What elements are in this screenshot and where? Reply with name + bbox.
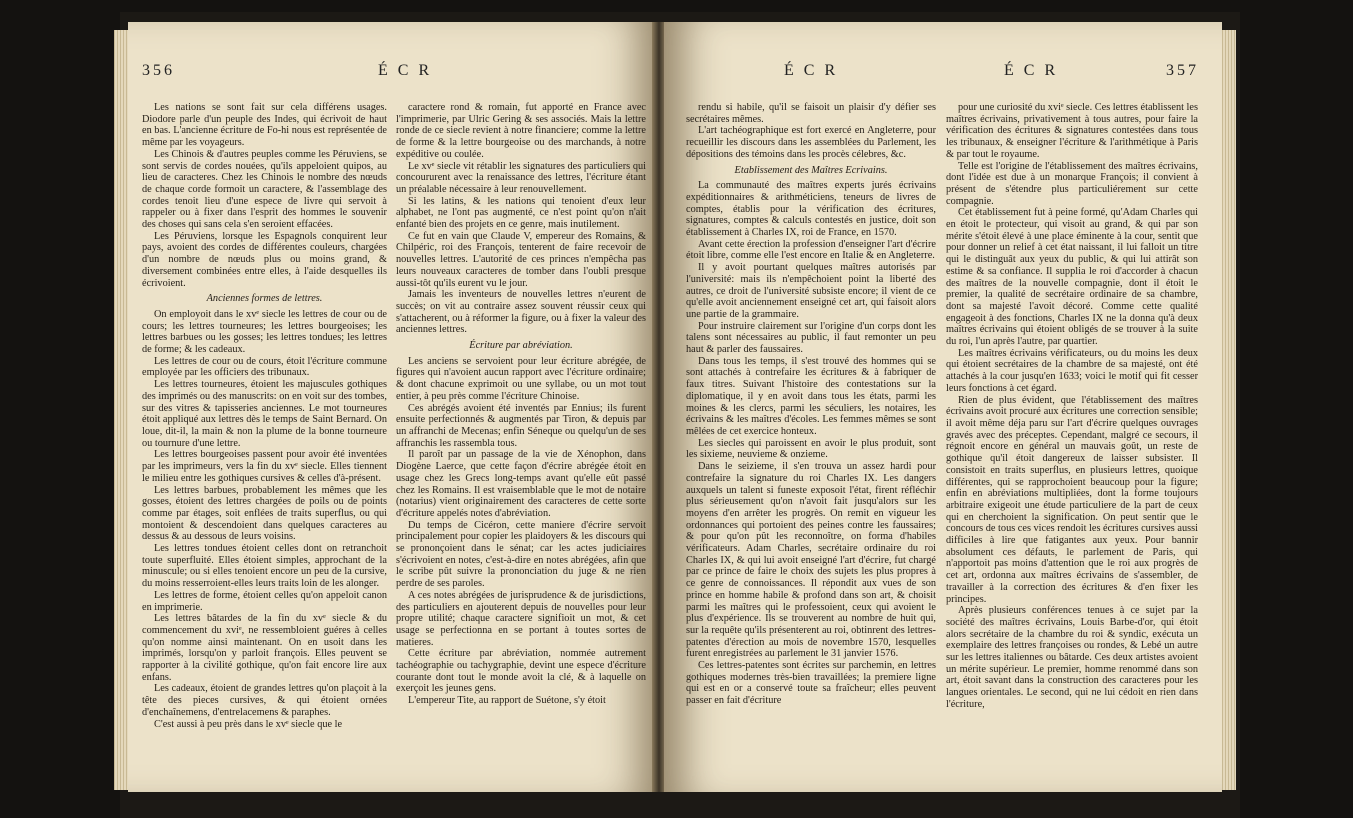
paragraph: Dans le seizieme, il s'en trouva un assez hardi pour contrefaire la signature du roi Charles IX. Les dangers auxquels un talent si funeste exposoit l'état, firent réfléchir plus sérieusement qu'on n'avoit fait jusqu'alors sur les moyens d'en arrêter les progrès. On remit en vigueur les ordonnances qui portoient des peines contre les faussaires; & pour qu'on pût les reconnoître, on forma d'habiles vérificateurs. Adam Charles, secrétaire ordinaire du roi Charles IX, & qui lui avoit enseigné l'art d'écrire, fut chargé par ce prince de faire le choix des sujets les plus propres à ce genre de connoissances. Il répondit aux vues de son prince en homme habile & profond dans son art, & choisit parmi les maîtres qui le professoient, ceux qui avoient le plus d'expérience. Ils se trouverent au nombre de huit qui, sur la requête qu'ils présenterent au roi, obtinrent des lettres-patentes d'érection au mois de novembre 1570, lesquelles furent enregistrées au parlement le 31 janvier 1576. [686,461,936,660]
left-page [128,22,658,792]
paragraph: L'art tachéographique est fort exercé en Angleterre, pour recueillir les discours dans les assemblées du Parlement, les dépositions des témoins dans les procès célebres, &c. [686,125,936,160]
paragraph: Le xvᵉ siecle vit rétablir les signatures des particuliers qui concoururent avec la renaissance des lettres, l'écriture étant un préalable nécessaire à leur renouvellement. [396,160,646,195]
paragraph: Ce fut en vain que Claude V, empereur des Romains, & Chilpéric, roi des François, tenterent de faire recevoir de nouvelles lettres. L'autorité de ces princes n'empêcha pas leurs nouveaux caracteres de tomber dans l'oubli presque aussi-tôt qu'ils eurent vu le jour. [396,230,646,289]
paragraph: L'empereur Tite, au rapport de Suétone, s'y étoit [408,695,606,707]
paragraph: caractere rond & romain, fut apporté en France avec l'imprimerie, par Ulric Gering & ses associés. Mais la lettre ronde de ce siecle revient à notre financiere; comme la lettre de forme & la lettre bourgeoise ou des marchands, à notre expéditive ou coulée. [396,102,646,160]
paragraph: Les maîtres écrivains vérificateurs, ou du moins les deux qui étoient secrétaires de la chambre de sa majesté, ont été attachés à la cour jusqu'en 1633; voici le motif qui fit cesser leurs fonctions à cet égard. [946,347,1198,394]
section-heading: Anciennes formes de lettres. [206,293,323,305]
paragraph: Pour instruire clairement sur l'origine d'un corps dont les talens sont nécessaires au public, il faut remonter un peu haut & parler des faussaires. [686,320,936,356]
paragraph: C'est aussi à peu près dans le xvᵉ siecle que le [154,718,343,730]
paragraph: Il y avoit pourtant quelques maîtres autorisés par l'université: mais ils n'empêchoient point la liberté des autres, ce droit de l'université subsiste encore; il vient de ce qu'elle avoit anciennement enseigné cet art, qui faisoit alors une partie de la grammaire. [686,262,936,320]
paragraph: La communauté des maîtres experts jurés écrivains expéditionnaires & arithméticiens, teneurs de livres de comptes, établis pour la vérification des écritures, signatures, comptes & calculs contestés en justice, doit son établissement à Charles IX, roi de France, en 1570. [686,180,936,239]
paragraph: Les anciens se servoient pour leur écriture abrégée, de figures qui n'avoient aucun rapport avec l'écriture ordinaire; & dont chacune exprimoit ou une syllabe, ou un mot tout entier, à peu près comme l'écriture Chinoise. [396,355,646,402]
paragraph: Les lettres bourgeoises passent pour avoir été inventées par les imprimeurs, vers la fin du xvᵉ siecle. Elles tiennent le milieu entre les gothiques cursives & celles d'à-présent. [142,449,387,484]
paragraph: A ces notes abrégées de jurisprudence & de jurisdictions, des particuliers en ajouterent depuis de nouvelles pour leur propre utilité; chaque caractere signifioit un mot, & cet usage se perfectionna en se portant à toutes sortes de matieres. [396,589,646,648]
right-column-2 [946,102,1198,711]
right-column-1 [686,102,936,707]
paragraph: Ces abrégés avoient été inventés par Ennius; ils furent ensuite perfectionnés & augmentés par Tiron, & depuis par un affranchi de Mecenas; enfin Séneque ou quelqu'un de ses affranchis les rassembla tous. [396,402,646,449]
left-column-2 [396,102,646,707]
section-heading: Etablissement des Maîtres Ecrivains. [734,164,888,176]
paragraph: On employoit dans le xvᵉ siecle les lettres de cour ou de cours; les lettres tourneures; les lettres bourgeoises; les lettres barbues ou les gosses; les lettres tondues; les lettres de forme; & les cadeaux. [142,308,387,356]
paragraph: Les cadeaux, étoient de grandes lettres qu'on plaçoit à la tête des pieces cursives, & qui étoient ornées d'enchaînemens, d'entrelacemens & paraphes. [142,683,387,718]
right-page-number: 357 [1166,62,1199,79]
paragraph: pour une curiosité du xviᵉ siecle. Ces lettres établissent les maîtres écrivains, privativement à tous autres, pour faire la vérification des écritures & signatures contestées dans tous les tribunaux, & enseigner l'écriture & l'arithmétique à Paris & par tout le royaume. [946,102,1198,160]
paragraph: Les lettres de cour ou de cours, étoit l'écriture commune employée par les officiers des tribunaux. [142,355,387,379]
right-running-header-right: É C R [1004,62,1059,79]
left-running-header: É C R [378,62,433,79]
paragraph: Jamais les inventeurs de nouvelles lettres n'eurent de succès; on vit au contraire assez souvent réussir ceux qui s'attacherent, ou à réformer la figure, ou à fixer la valeur des anciennes lettres. [396,289,646,336]
paragraph: Les lettres de forme, étoient celles qu'on appeloit canon en imprimerie. [142,589,387,613]
paragraph: Telle est l'origine de l'établissement des maîtres écrivains, dont l'idée est due à un monarque François; il convient à présent de s'étendre plus particuliérement sur cette compagnie. [946,160,1198,207]
left-page-number: 356 [142,62,175,79]
paragraph: rendu si habile, qu'il se faisoit un plaisir d'y défier ses secrétaires mêmes. [686,102,936,125]
paragraph: Rien de plus évident, que l'établissement des maîtres écrivains avoit procuré aux écritures une correction sensible; il avoit même déja paru sur l'art d'écrire quelques ouvrages gravés avec des préceptes. Cependant, malgré ce secours, il régnoit encore en général un mauvais goût, un reste de gothique qu'il étoit dangereux de laisser subsister. Il consistoit en traits superflus, en plusieurs lettres, quoique différentes, qui se rapprochoient beaucoup pour la figure; enfin en abréviations multipliées, dont la forme toujours arbitraire exigeoit une étude particuliere de la part de ceux qui en cherchoient la signification. On peut sentir que le concours de tous ces vices rendoit les écritures cursives aussi difficiles à lire que fatigantes aux yeux. Pour bannir absolument ces défauts, le parlement de Paris, qui n'apportoit pas moins d'attention que le roi aux progrès de cet art, ordonna aux maîtres écrivains de s'assembler, de travailler à la correction des écritures & d'en fixer les principes. [946,394,1198,605]
paragraph: Ces lettres-patentes sont écrites sur parchemin, en lettres gothiques modernes très-bien travaillées; la premiere ligne qui est en or a conservé toute sa fraîcheur; elles peuvent passer en fait d'écriture [686,660,936,707]
paragraph: Les lettres tondues étoient celles dont on retranchoit toute superfluité. Elles étoient simples, approchant de la minuscule; ou si elles tenoient encore un peu de la cursive, du moins resserroient-elles leurs traits loin de les alonger. [142,543,387,590]
paragraph: Cet établissement fut à peine formé, qu'Adam Charles qui en étoit le protecteur, qui visoit au grand, & qui par son mérite s'étoit élevé à une place éminente à la cour, sentit que pour donner un relief à cet état naissant, il lui falloit un titre qui le distinguât aux yeux du public, & qui lui attirât son estime & sa confiance. Il supplia le roi d'accorder à chacun des maîtres de la nouvelle compagnie, dont il étoit le premier, la qualité de secrétaire ordinaire de sa chambre, dont sa majesté l'avoit décoré. Comme cette qualité engageoit à des fonctions, Charles IX ne la donna qu'à deux maîtres écrivains qui étoient obligés de se trouver à la suite du roi, l'un après l'autre, par quartier. [946,207,1198,348]
paragraph: Dans tous les temps, il s'est trouvé des hommes qui se sont attachés à contrefaire les écritures & à fabriquer de faux titres. Suivant l'histoire des contestations sur la diplomatique, il y en avoit dans tous les états, parmi les moines & les clercs, parmi les séculiers, les notaires, les écrivains & les maîtres d'écoles. Les femmes mêmes se sont mêlées de cet exercice honteux. [686,355,936,437]
paragraph: Les siecles qui paroissent en avoir le plus produit, sont les sixieme, neuvieme & onzieme. [686,437,936,461]
right-running-header-left: É C R [784,62,839,79]
left-column-1 [142,102,387,730]
section-heading: Écriture par abréviation. [469,340,573,352]
paragraph: Les lettres bâtardes de la fin du xvᵉ siecle & du commencement du xviᵉ, ne ressembloient guéres à celles qu'on nomme ainsi maintenant. On en usoit dans les imprimés, lorsqu'on y parloit françois. Elles peuvent se rapporter à la civilité gothique, qu'on fait encore lire aux enfans. [142,613,387,683]
paragraph: Si les latins, & les nations qui tenoient d'eux leur alphabet, ne l'ont pas augmenté, ce n'est point qu'on n'ait enfanté bien des projets en ce genre, mais inutilement. [396,195,646,231]
paragraph: Du temps de Cicéron, cette maniere d'écrire servoit principalement pour copier les plaidoyers & les discours qui se prononçoient dans le sénat; car les actes judiciaires s'écrivoient en notes, c'est-à-dire en notes abrégées, afin que le scribe pût suivre la prononciation du juge & ne rien perdre de ses paroles. [396,519,646,590]
right-page [664,22,1222,792]
left-page-edge [114,30,128,790]
paragraph: Cette écriture par abréviation, nommée autrement tachéographie ou tachygraphie, devint une espece d'écriture courante dont tout le monde avoit la clé, & à laquelle on exerçoit les jeunes gens. [396,648,646,695]
paragraph: Les lettres barbues, probablement les mêmes que les gosses, étoient des lettres chargées de poils ou de points comme par étages, soit enflées de traits superflus, ou qui montoient & descendoient dans quelques caracteres au dessus & au dessous de leurs voisins. [142,484,387,543]
paragraph: Les lettres tourneures, étoient les majuscules gothiques des imprimés ou des manuscrits: on en voit sur des tombes, sur des vitres & tapisseries anciennes. Le mot tourneures étoit appliqué aux lettres dès le temps de Saint Bernard. On loue, dit-il, la main & non la plume de la bonne tourneure ou tournure d'une lettre. [142,379,387,449]
paragraph: Les Chinois & d'autres peuples comme les Péruviens, se sont servis de cordes nouées, qu'ils appeloient quipos, au lieu de caracteres. Chez les Chinois le nombre des nœuds de chaque corde formoit un caractere, & l'assemblage des cordes tenoit lieu d'une espece de livre qui servoit à rappeler ou à fixer dans l'esprit des hommes le souvenir des choses qui sans cela s'en seroient effacées. [142,148,387,231]
paragraph: Il paroît par un passage de la vie de Xénophon, dans Diogène Laerce, que cette façon d'écrire abrégée étoit en usage chez les Grecs long-temps avant qu'elle eût passé chez les Romains. Il est vraisemblable que le mot de notaire (notarius) vient originairement des caracteres de cette sorte d'écriture appelés notes d'abréviation. [396,449,646,519]
right-page-edge [1222,30,1236,790]
paragraph: Après plusieurs conférences tenues à ce sujet par la société des maîtres écrivains, Louis Barbe-d'or, qui étoit alors secrétaire de la chambre du roi & syndic, exécuta un exemplaire des lettres françoises ou rondes, & Lebé un autre sur les lettres italiennes ou bâtarde. Ces deux artistes avoient un mérite supérieur. Le premier, homme renommé dans son art, étoit savant dans la construction des caracteres pour les langues orientales. Le second, qui ne lui cédoit en rien dans l'écriture, [946,605,1198,710]
paragraph: Avant cette érection la profession d'enseigner l'art d'écrire étoit libre, comme elle l'est encore en Italie & en Angleterre. [686,238,936,262]
paragraph: Les nations se sont fait sur cela différens usages. Diodore parle d'un peuple des Indes, qui écrivoit de haut en bas. L'ancienne écriture de Fo-hi nous est représentée de même par les voyageurs. [142,102,387,149]
paragraph: Les Péruviens, lorsque les Espagnols conquirent leur pays, avoient des cordes de différentes couleurs, chargées d'un nombre de nœuds plus ou moins grand, & diversement combinées entre elles, à l'aide desquelles ils écrivoient. [142,230,387,289]
